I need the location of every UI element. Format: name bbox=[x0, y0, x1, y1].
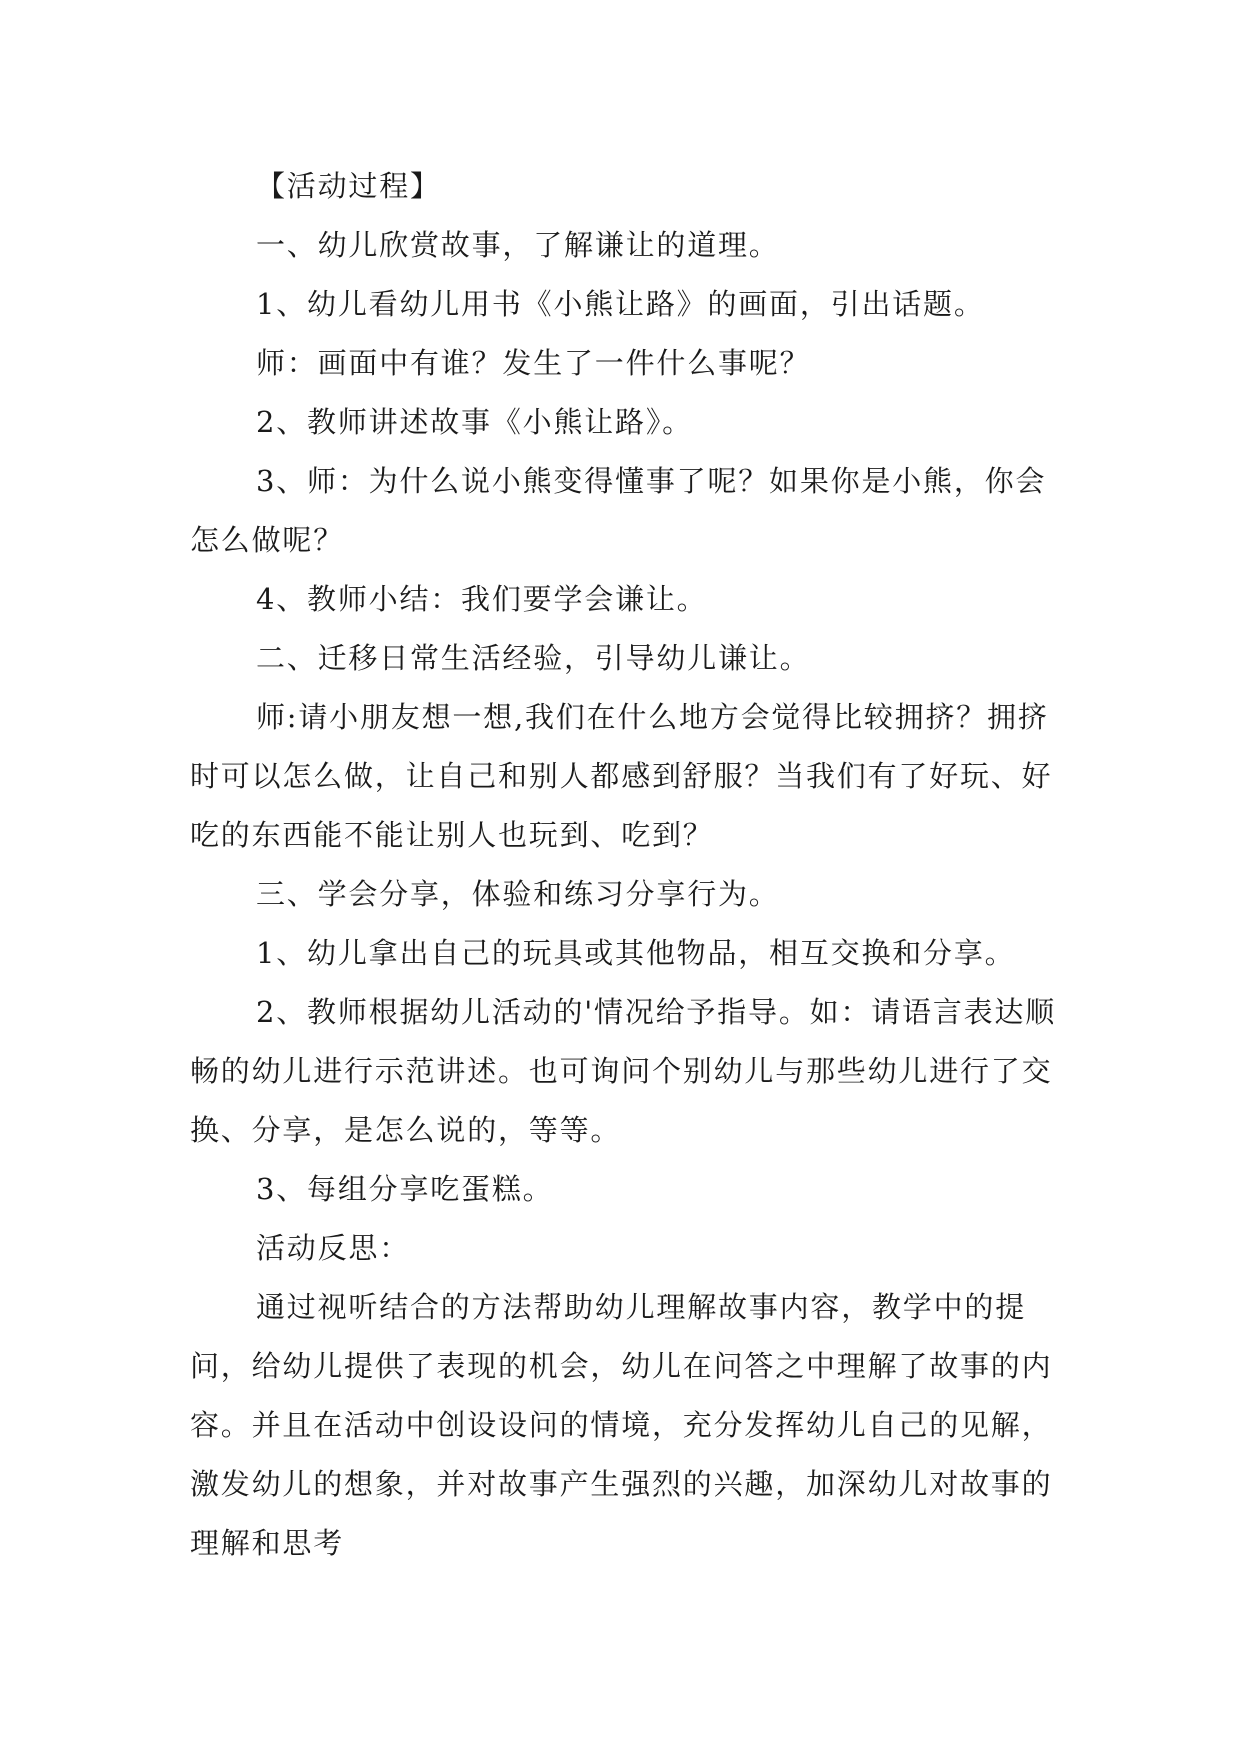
paragraph-share-step-3: 3、每组分享吃蛋糕。 bbox=[256, 1172, 554, 1206]
paragraph-teacher-question-2: 师:请小朋友想一想,我们在什么地方会觉得比较拥挤？拥挤时可以怎么做，让自己和别人都感到舒服？当我们有了好玩、好吃的东西能不能让别人也玩到、吃到？ bbox=[190, 700, 1053, 852]
paragraph-share-step-1: 1、幼儿拿出自己的玩具或其他物品，相互交换和分享。 bbox=[256, 936, 1016, 970]
paragraph-reflection: 通过视听结合的方法帮助幼儿理解故事内容，教学中的提问，给幼儿提供了表现的机会，幼儿在问答之中理解了故事的内容。并且在活动中创设设问的情境，充分发挥幼儿自己的见解，激发幼儿的想象，并对故事产生强烈的兴趣，加深幼儿对故事的理解和思考 bbox=[190, 1290, 1053, 1560]
section-heading-part-three: 三、学会分享，体验和练习分享行为。 bbox=[256, 877, 780, 911]
section-heading-reflection: 活动反思： bbox=[256, 1231, 411, 1265]
section-heading-part-one: 一、幼儿欣赏故事，了解谦让的道理。 bbox=[256, 228, 780, 262]
document-body bbox=[190, 157, 1070, 1573]
paragraph-teacher-question-1: 师：画面中有谁？发生了一件什么事呢？ bbox=[256, 346, 811, 380]
paragraph-step-4: 4、教师小结：我们要学会谦让。 bbox=[256, 582, 708, 616]
section-heading-activity-process: 【活动过程】 bbox=[256, 169, 441, 203]
paragraph-step-3: 3、师：为什么说小熊变得懂事了呢？如果你是小熊，你会怎么做呢？ bbox=[190, 464, 1047, 557]
section-heading-part-two: 二、迁移日常生活经验，引导幼儿谦让。 bbox=[256, 641, 811, 675]
paragraph-step-1: 1、幼儿看幼儿用书《小熊让路》的画面，引出话题。 bbox=[256, 287, 985, 321]
paragraph-step-2: 2、教师讲述故事《小熊让路》。 bbox=[256, 405, 693, 439]
paragraph-share-step-2: 2、教师根据幼儿活动的'情况给予指导。如：请语言表达顺畅的幼儿进行示范讲述。也可询问个别幼儿与那些幼儿进行了交换、分享，是怎么说的，等等。 bbox=[190, 995, 1057, 1147]
